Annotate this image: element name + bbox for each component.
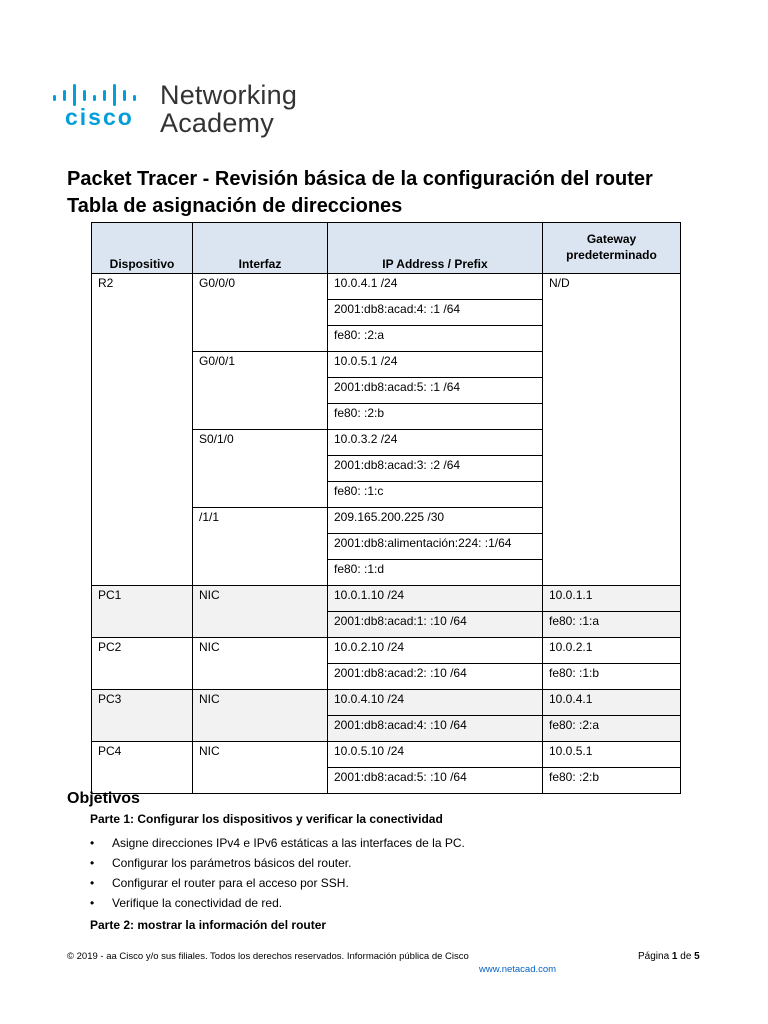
cell-interface: NIC	[193, 742, 328, 794]
cell-gateway: 10.0.5.1	[543, 742, 681, 768]
header-gateway-line2: predeterminado	[566, 248, 657, 262]
table-row	[92, 274, 681, 300]
cisco-networking-academy-logo	[53, 80, 313, 140]
cell-ip: fe80: :2:a	[328, 326, 543, 352]
cell-gateway: fe80: :1:a	[543, 612, 681, 638]
cell-gateway: fe80: :1:b	[543, 664, 681, 690]
cell-gateway: fe80: :2:b	[543, 768, 681, 794]
cell-interface: NIC	[193, 690, 328, 742]
objectives-heading: Objetivos	[67, 790, 140, 807]
table-row	[92, 690, 681, 716]
page-of: de	[680, 951, 692, 962]
header-interface: Interfaz	[193, 223, 328, 274]
cell-ip: 2001:db8:alimentación:224: :1/64	[328, 534, 543, 560]
table-row	[92, 742, 681, 768]
logo-academy-text: Academy	[160, 108, 274, 138]
cell-device: PC1	[92, 586, 193, 638]
cisco-wordmark: cisco	[65, 104, 134, 130]
cell-ip: 10.0.1.10 /24	[328, 586, 543, 612]
objectives-list	[90, 835, 465, 915]
cell-ip: 2001:db8:acad:5: :10 /64	[328, 768, 543, 794]
cell-ip: 2001:db8:acad:2: :10 /64	[328, 664, 543, 690]
table-header-row	[92, 223, 681, 274]
addressing-table	[91, 222, 681, 794]
cell-ip: 10.0.5.1 /24	[328, 352, 543, 378]
cell-gateway: 10.0.4.1	[543, 690, 681, 716]
part2-heading: Parte 2: mostrar la información del router	[90, 918, 327, 932]
cell-ip: 10.0.4.10 /24	[328, 690, 543, 716]
logo-networking-text: Networking	[160, 80, 298, 110]
cell-ip: 2001:db8:acad:3: :2 /64	[328, 456, 543, 482]
cell-ip: 2001:db8:acad:1: :10 /64	[328, 612, 543, 638]
cell-gateway: 10.0.1.1	[543, 586, 681, 612]
table-row	[92, 638, 681, 664]
page-label: Página	[638, 951, 670, 962]
page-total: 5	[694, 951, 700, 962]
list-item: • Configurar el router para el acceso por SSH.	[90, 875, 465, 895]
cell-ip: fe80: :1:c	[328, 482, 543, 508]
table-row	[92, 586, 681, 612]
cell-interface: G0/0/1	[193, 352, 328, 430]
header-device: Dispositivo	[92, 223, 193, 274]
header-gateway-line1: Gateway	[586, 232, 637, 246]
cisco-bars-icon	[53, 84, 151, 106]
cell-ip: 2001:db8:acad:5: :1 /64	[328, 378, 543, 404]
cell-interface: NIC	[193, 586, 328, 638]
table-title: Tabla de asignación de direcciones	[67, 195, 403, 217]
cell-ip: 2001:db8:acad:4: :10 /64	[328, 716, 543, 742]
cell-ip: fe80: :1:d	[328, 560, 543, 586]
document-title: Packet Tracer - Revisión básica de la configuración del router	[67, 168, 653, 190]
part1-heading: Parte 1: Configurar los dispositivos y verificar la conectividad	[90, 812, 443, 826]
cell-ip: 10.0.5.10 /24	[328, 742, 543, 768]
list-item: • Verifique la conectividad de red.	[90, 895, 465, 915]
cell-ip: 10.0.3.2 /24	[328, 430, 543, 456]
cell-ip: 2001:db8:acad:4: :1 /64	[328, 300, 543, 326]
header-gateway	[543, 223, 681, 274]
footer-link[interactable]: www.netacad.com	[479, 964, 557, 975]
cell-device: R2	[92, 274, 193, 586]
list-item: • Asigne direcciones IPv4 e IPv6 estáticas a las interfaces de la PC.	[90, 835, 465, 855]
cell-interface: S0/1/0	[193, 430, 328, 508]
header-ip: IP Address / Prefix	[328, 223, 543, 274]
page-current: 1	[671, 951, 678, 962]
cell-gateway: 10.0.2.1	[543, 638, 681, 664]
cell-device: PC3	[92, 690, 193, 742]
cell-ip: 10.0.4.1 /24	[328, 274, 543, 300]
cell-ip: 10.0.2.10 /24	[328, 638, 543, 664]
list-item: • Configurar los parámetros básicos del router.	[90, 855, 465, 875]
footer-copyright: © 2019 - aa Cisco y/o sus filiales. Todos los derechos reservados. Información pública de Cisco	[67, 951, 469, 962]
cell-gateway: N/D	[543, 274, 681, 586]
cell-interface: /1/1	[193, 508, 328, 586]
page-number	[638, 951, 700, 962]
cell-device: PC2	[92, 638, 193, 690]
cell-interface: NIC	[193, 638, 328, 690]
cell-ip: fe80: :2:b	[328, 404, 543, 430]
cell-device: PC4	[92, 742, 193, 794]
cell-gateway: fe80: :2:a	[543, 716, 681, 742]
cell-interface: G0/0/0	[193, 274, 328, 352]
cell-ip: 209.165.200.225 /30	[328, 508, 543, 534]
